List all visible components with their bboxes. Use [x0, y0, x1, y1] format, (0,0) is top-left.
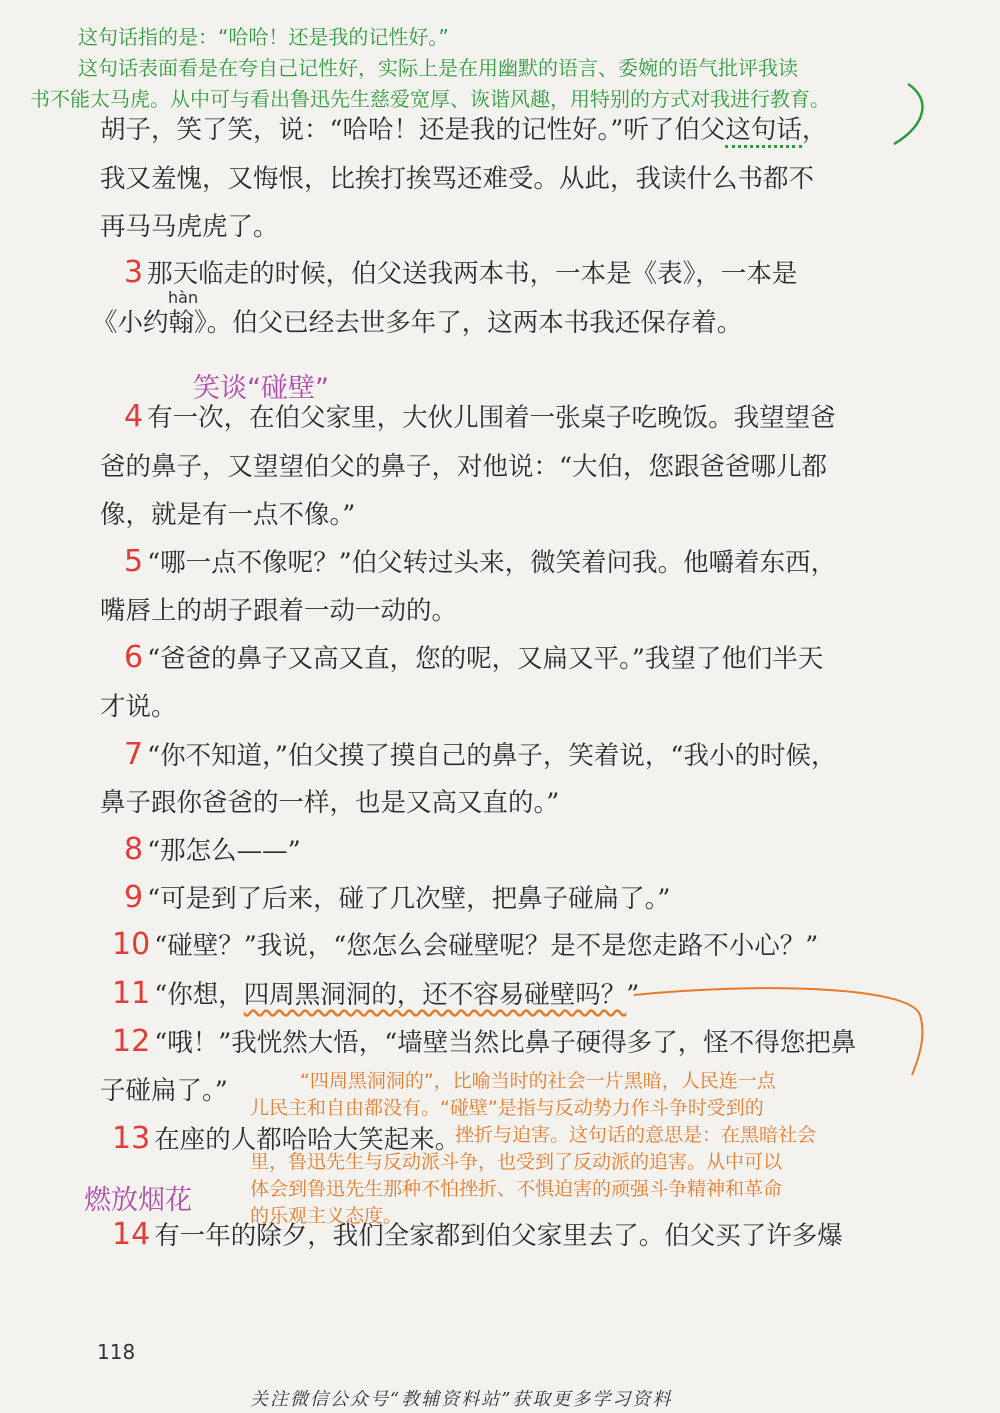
paragraph-text: “可是到了后来，碰了几次壁，把鼻子碰扁了。”: [147, 884, 671, 914]
paragraph-number: 4: [124, 399, 144, 434]
section-heading-1: 笑谈“碰壁”: [193, 373, 329, 404]
paragraph-text: 有一次，在伯父家里，大伙儿围着一张桌子吃晚饭。我望望爸: [147, 403, 836, 433]
paragraph-text-post: ”: [626, 980, 640, 1010]
paragraph-4-line-2: 爸的鼻子，又望望伯父的鼻子，对他说：“大伯，您跟爸爸哪儿都: [100, 452, 828, 482]
paragraph-4-line-3: 像，就是有一点不像。”: [100, 500, 356, 530]
pinyin-annotation: hàn: [168, 288, 199, 307]
body-line-3: 再马马虎虎了。: [100, 212, 279, 242]
paragraph-text: 在座的人都哈哈大笑起来。: [154, 1125, 461, 1155]
body-line-1: [100, 113, 900, 147]
annotation-bottom: [250, 1068, 910, 1230]
paragraph-number: 14: [112, 1217, 151, 1252]
paragraph-text: 那天临走的时候，伯父送我两本书，一本是《表》，一本是: [147, 259, 798, 289]
body-line-1-pre: 胡子，笑了笑，说：“哈哈！还是我的记性好。”听了伯父: [100, 115, 726, 145]
annotation-top: [30, 22, 960, 115]
annotation-bottom-line-2: 儿民主和自由都没有。“碰壁”是指与反动势力作斗争时受到的: [250, 1097, 764, 1119]
paragraph-text: “哪一点不像呢？”伯父转过头来，微笑着问我。他嚼着东西，: [147, 548, 837, 578]
body-line-1-post: ，: [801, 115, 828, 145]
paragraph-number: 9: [124, 880, 144, 915]
paragraph-6-line-1: [124, 641, 924, 676]
paragraph-6-line-2: 才说。: [100, 692, 177, 722]
paragraph-7-line-1: [124, 738, 924, 773]
paragraph-number: 5: [124, 544, 144, 579]
paragraph-text: “哦！”我恍然大悟，“墙壁当然比鼻子硬得多了，怪不得您把鼻: [154, 1028, 857, 1058]
paragraph-3-line-2: 《小约翰》。伯父已经去世多年了，这两本书我还保存着。: [92, 308, 743, 338]
paragraph-5-line-1: [124, 545, 924, 580]
annotation-bottom-line-6: 的乐观主义态度。: [250, 1205, 403, 1227]
paragraph-12-line-2: 子碰扁了。”: [100, 1076, 228, 1106]
annotation-bottom-line-3: 挫折与迫害。这句话的意思是：在黑暗社会: [455, 1124, 817, 1146]
paragraph-text: 有一年的除夕，我们全家都到伯父家里去了。伯父买了许多爆: [154, 1221, 843, 1251]
paragraph-8-line-1: [124, 833, 924, 868]
dotted-phrase: 这句话: [725, 115, 802, 148]
footer-note: 关注微信公众号“教辅资料站”获取更多学习资料: [250, 1389, 673, 1410]
annotation-bottom-line-1: “四周黑洞洞的”，比喻当时的社会一片黑暗，人民连一点: [300, 1070, 776, 1092]
paragraph-text: “爸爸的鼻子又高又直，您的呢，又扁又平。”我望了他们半天: [147, 644, 824, 674]
wavy-underlined-phrase: 四周黑洞洞的，还不容易碰壁吗？: [243, 980, 627, 1010]
paragraph-number: 8: [124, 832, 144, 867]
paragraph-text-pre: “你想，: [154, 980, 244, 1010]
paragraph-number: 10: [112, 927, 151, 962]
page-number: 118: [97, 1340, 136, 1364]
annotation-bottom-line-5: 体会到鲁迅先生那种不怕挫折、不惧迫害的顽强斗争精神和革命: [250, 1178, 783, 1200]
paragraph-number: 13: [112, 1121, 151, 1156]
paragraph-text: “碰壁？”我说，“您怎么会碰壁呢？是不是您走路不小心？”: [154, 931, 819, 961]
annotation-top-line-2: 这句话表面看是在夸自己记性好，实际上是在用幽默的语言、委婉的语气批评我读: [78, 56, 798, 80]
paragraph-10-line-1: [112, 928, 912, 963]
paragraph-number: 6: [124, 640, 144, 675]
paragraph-text: “那怎么——”: [147, 836, 301, 866]
section-heading-2: 燃放烟花: [84, 1185, 192, 1216]
annotation-bottom-line-4: 里，鲁迅先生与反动派斗争，也受到了反动派的追害。从中可以: [250, 1151, 783, 1173]
paragraph-number: 12: [112, 1024, 151, 1059]
paragraph-5-line-2: 嘴唇上的胡子跟着一动一动的。: [100, 596, 458, 626]
paragraph-3-line-1: [124, 256, 924, 291]
paragraph-number: 7: [124, 737, 144, 772]
body-line-2: 我又羞愧，又悔恨，比挨打挨骂还难受。从此，我读什么书都不: [100, 164, 815, 194]
paragraph-12-line-1: [112, 1025, 912, 1060]
paragraph-text: “你不知道，”伯父摸了摸自己的鼻子，笑着说，“我小的时候，: [147, 741, 837, 771]
paragraph-7-line-2: 鼻子跟你爸爸的一样，也是又高又直的。”: [100, 788, 560, 818]
paragraph-number: 3: [124, 255, 144, 290]
paragraph-number: 11: [112, 976, 151, 1011]
annotation-top-line-1: 这句话指的是：“哈哈！还是我的记性好。”: [78, 25, 449, 49]
paragraph-4-line-1: [124, 400, 924, 435]
paragraph-9-line-1: [124, 881, 924, 916]
annotation-top-line-3: 书不能太马虎。从中可与看出鲁迅先生慈爱宽厚、诙谐风趣，用特别的方式对我进行教育。: [30, 87, 830, 111]
